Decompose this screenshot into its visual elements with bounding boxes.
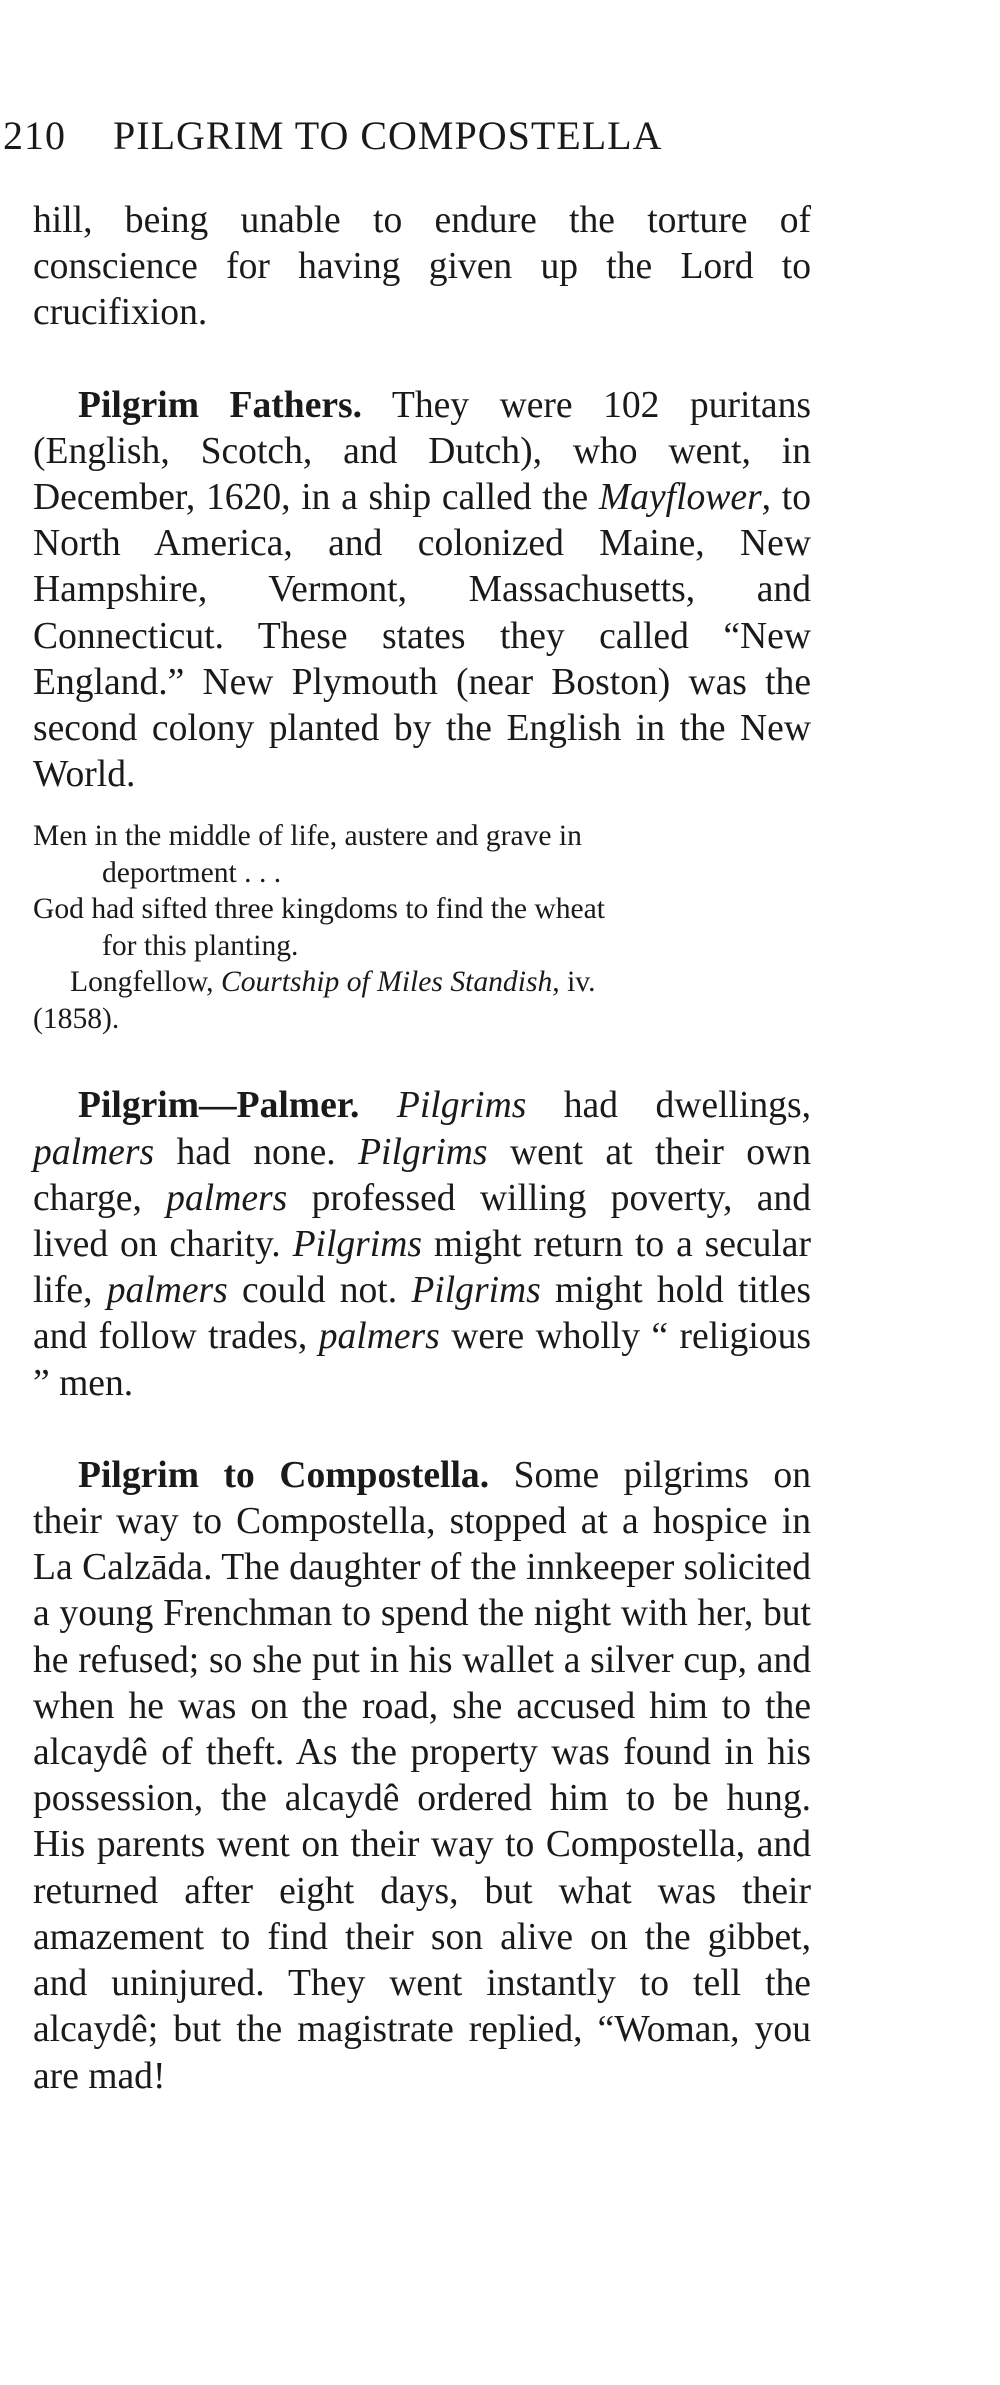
entry-heading: Pilgrim to Compostella. <box>78 1454 490 1496</box>
work-title: Courtship of Miles Standish <box>220 966 553 999</box>
quotation-year: (1858). <box>33 1002 120 1035</box>
intro-paragraph: hill, being unable to endure the torture of conscience for having given up the Lord to crucifixion. <box>33 200 811 334</box>
entry-heading: Pilgrim—Palmer. <box>78 1085 360 1127</box>
page-number: 210 <box>3 113 66 158</box>
quotation-attribution: Longfellow, Courtship of Miles Standish, iv. <box>70 966 596 999</box>
page-body <box>33 198 811 2100</box>
running-title: PILGRIM TO COMPOSTELLA <box>113 113 663 158</box>
entry-pilgrim-palmer: Pilgrim—Palmer. Pilgrims had dwellings, palmers had none. Pilgrims went at their own charge, palmers professed willing poverty, and lived on charity. Pilgrims might return to a secular life, palmers could not. Pilgrims might hold titles and follow trades, palmers were wholly “ religious ” men. <box>33 1085 811 1404</box>
ship-name: Mayflower <box>598 477 762 519</box>
entry-pilgrim-to-compostella: Pilgrim to Compostella. Some pilgrims on their way to Compostella, stopped at a hospice in La Calzāda. The daughter of the innkeeper solicited a young Frenchman to spend the night with her, but he refused; so she put in his wallet a silver cup, and when he was on the road, she accused him to the alcaydê of theft. As the property was found in his possession, the alcaydê ordered him to be hung. His parents went on their way to Compostella, and returned after eight days, but what was their amazement to find their son alive on the gibbet, and uninjured. They went instantly to tell the alcaydê; but the magistrate replied, “Woman, you are mad! <box>33 1454 812 2097</box>
entry-pilgrim-fathers: Pilgrim Fathers. They were 102 puritans (English, Scotch, and Dutch), who went, in December, 1620, in a ship called the Mayflower, to North America, and colonized Maine, New Hampshire, Vermont, Massachusetts, and Connecticut. These states they called “New England.” New Plymouth (near Boston) was the second colony planted by the English in the New World. <box>33 384 811 796</box>
entry-heading: Pilgrim Fathers. <box>78 384 363 426</box>
running-header <box>0 112 1000 172</box>
quotation-block: Men in the middle of life, austere and grave in deportment . . . God had sifted three kingdoms to find the wheat for this planting. Longfellow, Courtship of Miles Standish, iv. (1858). <box>33 818 811 1037</box>
